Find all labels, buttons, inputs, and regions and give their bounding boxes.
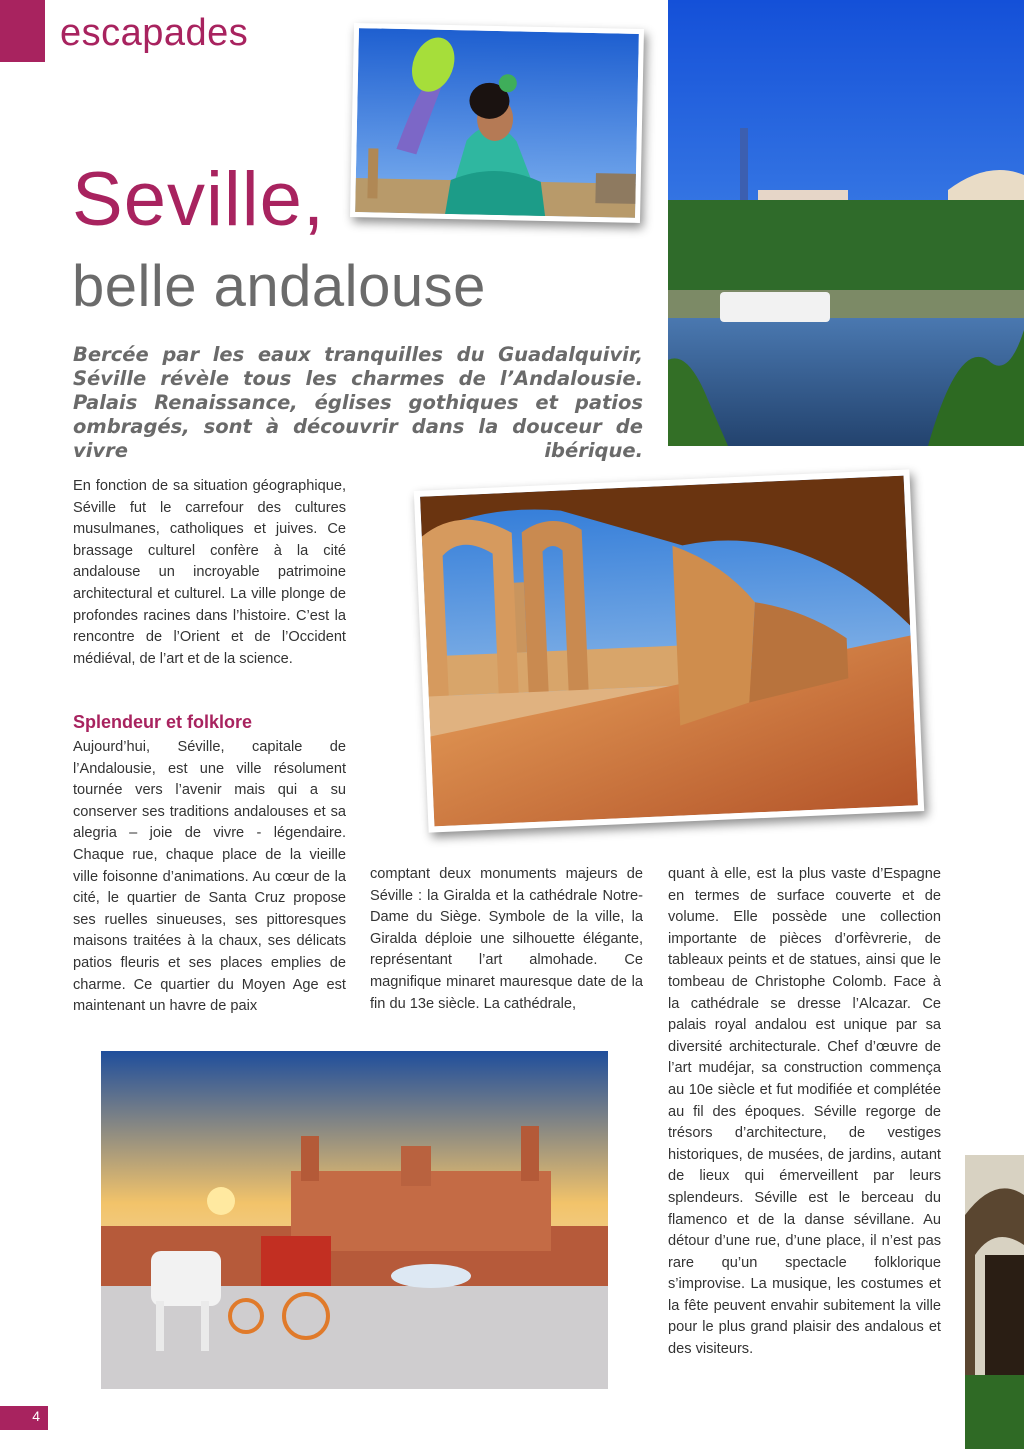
lead-paragraph: Bercée par les eaux tranquilles du Guadalquivir, Séville révèle tous les charmes de l’Andalousie. Palais Renaissance, églises gothiques et patios ombragés, sont à découvrir dans la douceur de vivre ibérique. [73, 343, 643, 462]
section-label: escapades [60, 12, 249, 54]
flamenco-dancer-photo [350, 23, 644, 223]
column-3-text: quant à elle, est la plus vaste d’Espagne en termes de surface couverte et de volume. Elle possède une collection importante de pièces d’orfèvrerie, de tableaux peints et de statues, ainsi que le tombeau de Christophe Colomb. Face à la cathédrale se dresse l’Alcazar. Ce palais royal andalou est unique par sa diversité architecturale. Chef d’œuvre de l’art mudéjar, sa construction commença au 10e siècle et fut modifiée et complétée au fil des époques. Séville regorge de trésors d’architecture, de vestiges historiques, de musées, de jardins, autant de lieux qui émerveillent par leurs splendeurs. Séville est le berceau du flamenco et de la danse sévillane. Au détour d’une rue, d’une place, il n’est pas rare qu’un spectacle folklorique s’improvise. La musique, les costumes et la fête peuvent envahir subitement la ville pour le plus grand plaisir des andalous et des visiteurs. [668, 866, 941, 1358]
column-2-text: comptant deux monuments majeurs de Séville : la Giralda et la cathédrale Notre-Dame du Siège. Symbole de la ville, la Giralda déploie une silhouette élégante, représentant l’art almohade. Ce magnifique minaret mauresque date de la fin du 13e siècle. La cathédrale, [370, 866, 643, 1012]
plaza-carriage-photo [101, 1051, 608, 1389]
section-tab [0, 0, 45, 62]
column-1-text: Aujourd’hui, Séville, capitale de l’Andalousie, est une ville résolument tournée vers l’avenir mais qui a su conserver ses traditions andalouses et sa alegria – joie de vivre - légendaire. Chaque rue, chaque place de la vieille ville foisonne d’animations. Au cœur de la cité, le quartier de Santa Cruz propose ses ruelles sinueuses, ses pittoresques maisons traitées à la chaux, ses délicats patios fleuris et ses places emplies de charme. Ce quartier du Moyen Age est maintenant un havre de paix [73, 739, 346, 1015]
page-subtitle: belle andalouse [72, 254, 486, 319]
page-number: 4 [32, 1408, 40, 1424]
alcazar-photo [965, 1155, 1024, 1449]
intro-paragraph: En fonction de sa situation géographique, Séville fut le carrefour des cultures musulmanes, catholiques et juives. Ce brassage culturel confère à la cité andalouse un incroyable patrimoine architectural et culturel. La ville plonge de profondes racines dans l’histoire. C’est la rencontre de l’Orient et de l’Occident médiéval, de l’art et de la science. [73, 478, 346, 667]
plaza-de-espana-arcade-photo [414, 469, 924, 832]
guadalquivir-river-photo [668, 0, 1024, 446]
section-heading: Splendeur et folklore [73, 712, 253, 732]
page-title: Seville, [72, 157, 325, 242]
